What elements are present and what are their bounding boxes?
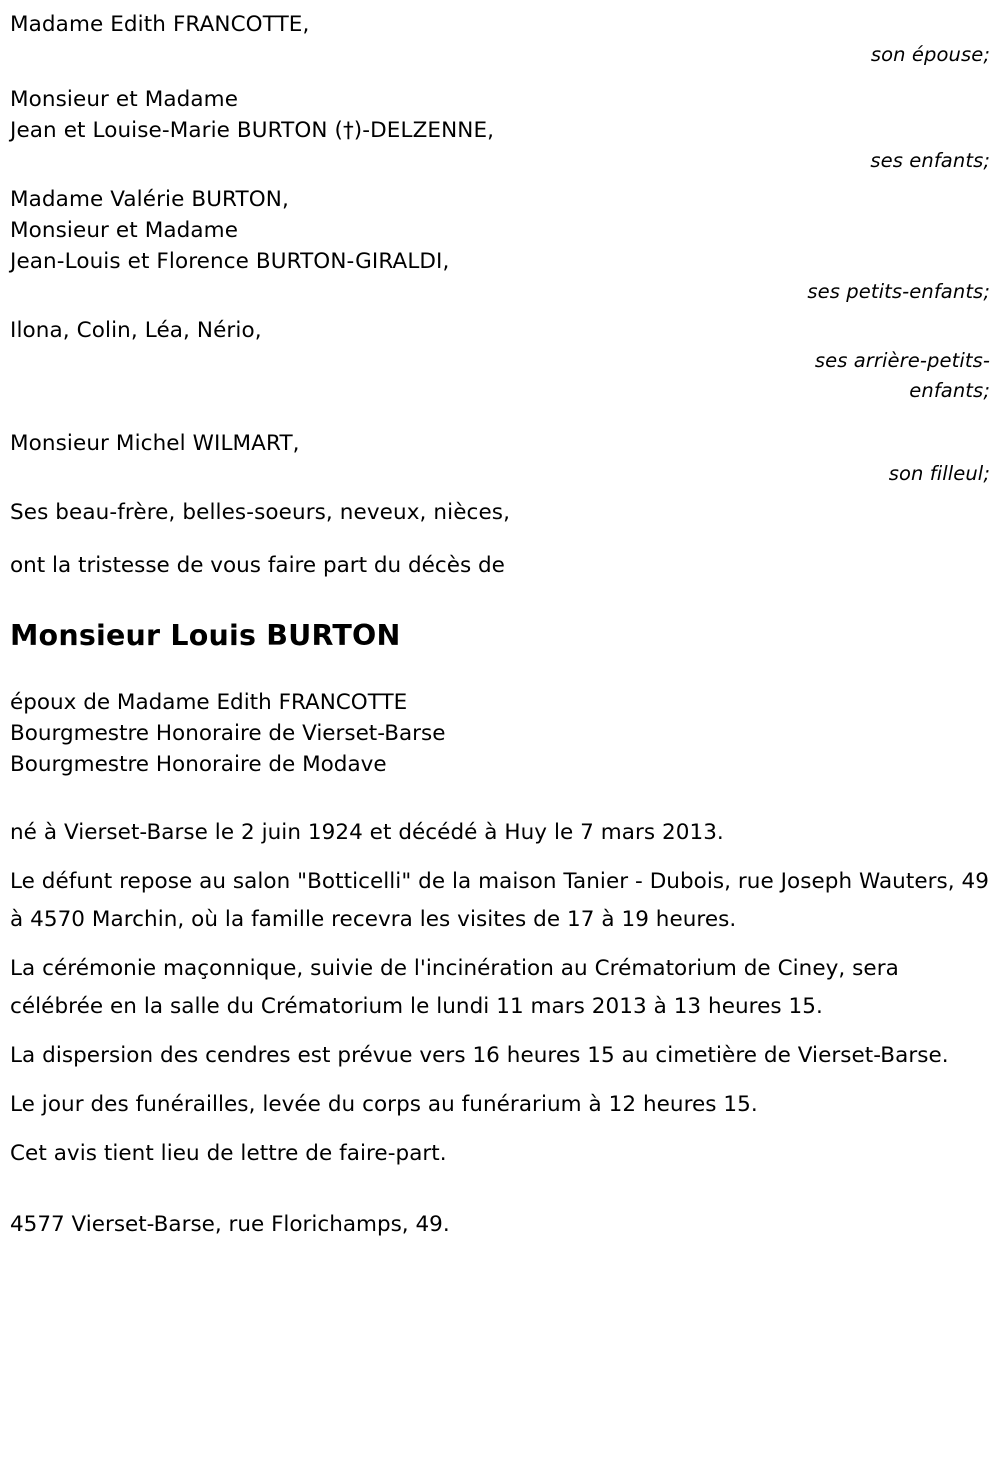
spacer: [10, 176, 990, 184]
relative-group: [10, 315, 990, 406]
relative-group: [10, 84, 990, 176]
relative-name-line: Monsieur Michel WILMART,: [10, 431, 300, 456]
deceased-qualities: [10, 687, 990, 780]
relation-label: ses arrière-petits-enfants;: [814, 349, 990, 402]
relative-names: [10, 9, 990, 40]
relative-names: [10, 315, 990, 346]
relative-name-line: Ses beau-frère, belles-soeurs, neveux, nièces,: [10, 500, 511, 525]
family-address: 4577 Vierset-Barse, rue Florichamps, 49.: [10, 1212, 450, 1237]
quality-line: Bourgmestre Honoraire de Vierset-Barse: [10, 721, 446, 746]
detail-paragraph: La dispersion des cendres est prévue vers 16 heures 15 au cimetière de Vierset-Barse.: [10, 1043, 949, 1068]
deceased-name: Monsieur Louis BURTON: [10, 619, 401, 652]
relative-group: [10, 428, 990, 489]
relative-name-line: Jean et Louise-Marie BURTON (†)-DELZENNE,: [10, 118, 495, 143]
relative-name-line: Madame Valérie BURTON,: [10, 187, 289, 212]
spacer: [10, 489, 990, 497]
relative-names: [10, 84, 990, 146]
detail-paragraph: La cérémonie maçonnique, suivie de l'incinération au Crématorium de Ciney, sera célébrée en la salle du Crématorium le lundi 11 mars 2013 à 13 heures 15.: [10, 956, 899, 1019]
relative-group: [10, 9, 990, 70]
announcement-lead-in: ont la tristesse de vous faire part du décès de: [10, 553, 505, 578]
relative-name-line: Jean-Louis et Florence BURTON-GIRALDI,: [10, 249, 450, 274]
quality-line: époux de Madame Edith FRANCOTTE: [10, 690, 408, 715]
detail-paragraph: Le défunt repose au salon "Botticelli" de la maison Tanier - Dubois, rue Joseph Wauters, 49 à 4570 Marchin, où la famille recevra les visites de 17 à 19 heures.: [10, 869, 989, 932]
relative-names: [10, 497, 990, 528]
relative-names: [10, 428, 990, 459]
spacer: [10, 307, 990, 315]
spacer: [10, 70, 990, 84]
relative-name-line: Monsieur et Madame: [10, 87, 239, 112]
relative-group: [10, 497, 990, 528]
relative-name-line: Madame Edith FRANCOTTE,: [10, 12, 310, 37]
relative-names: [10, 184, 990, 277]
relation-label: son filleul;: [888, 462, 990, 485]
relation-label: ses petits-enfants;: [807, 280, 990, 303]
notice-sheet: [10, 9, 990, 1240]
relative-name-line: Ilona, Colin, Léa, Nério,: [10, 318, 262, 343]
quality-line: Bourgmestre Honoraire de Modave: [10, 752, 387, 777]
spacer: [10, 406, 990, 428]
relative-group: [10, 184, 990, 307]
relative-name-line: Monsieur et Madame: [10, 218, 239, 243]
funeral-details: [10, 814, 990, 1173]
relatives-list: [10, 9, 990, 528]
relation-label: ses enfants;: [870, 149, 990, 172]
detail-paragraph: né à Vierset-Barse le 2 juin 1924 et décédé à Huy le 7 mars 2013.: [10, 820, 724, 845]
detail-paragraph: Le jour des funérailles, levée du corps au funérarium à 12 heures 15.: [10, 1092, 758, 1117]
detail-paragraph: Cet avis tient lieu de lettre de faire-part.: [10, 1141, 447, 1166]
relation-label: son épouse;: [870, 43, 990, 66]
